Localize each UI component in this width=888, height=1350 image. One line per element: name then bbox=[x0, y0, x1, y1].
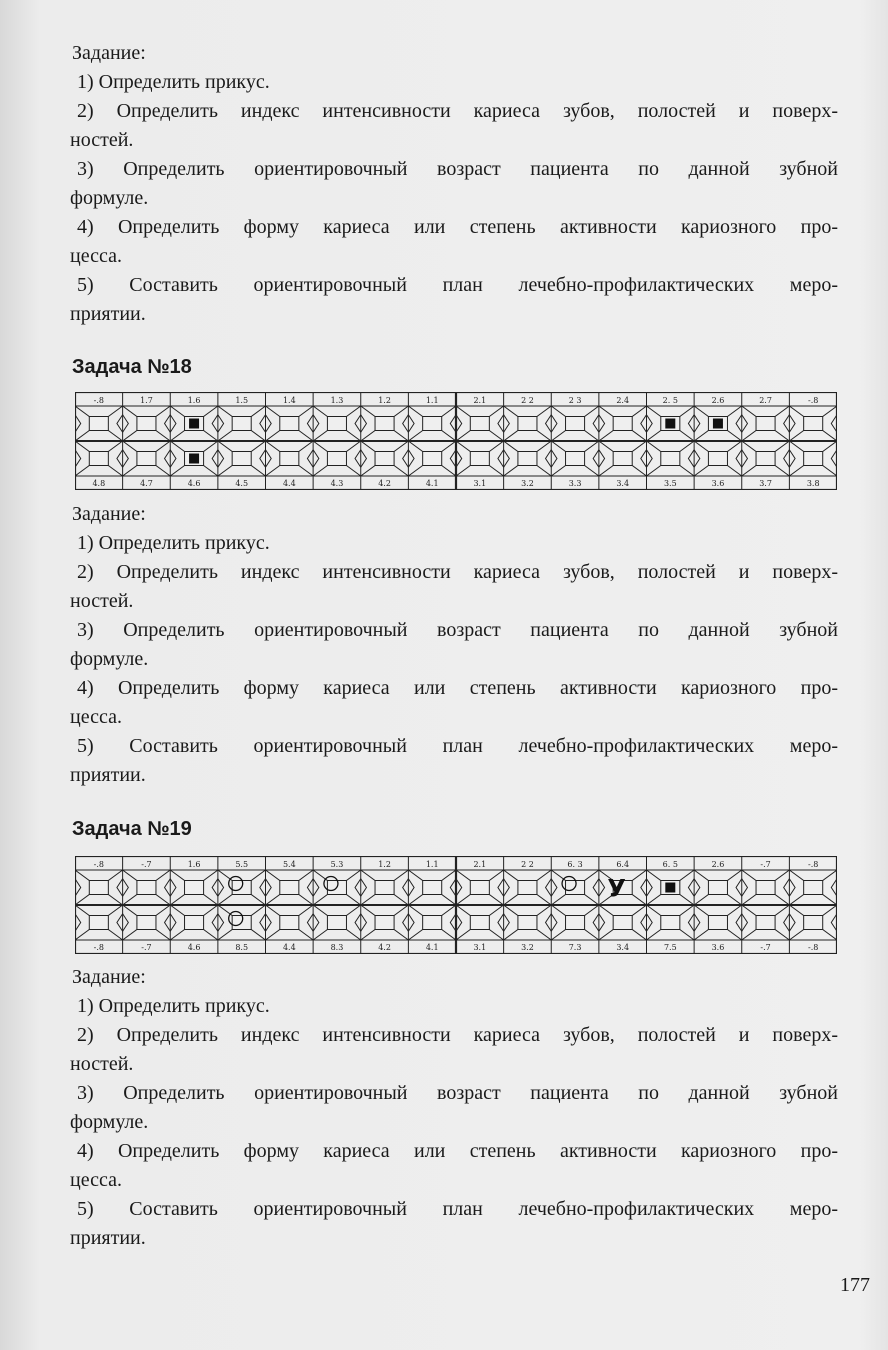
tooth-cell bbox=[123, 406, 171, 441]
tooth-number-upper: -.7 bbox=[760, 860, 771, 869]
tooth-number-upper: 2.6 bbox=[711, 860, 725, 869]
tooth-number-upper: -.8 bbox=[808, 860, 819, 869]
tooth-number-lower: 3.6 bbox=[711, 943, 725, 952]
tooth-cell bbox=[408, 406, 456, 441]
tooth-cell bbox=[504, 905, 552, 940]
assignment-item-2: 2) Определить индекс интенсивности кариеса зубов, полостей и поверх- ностей. bbox=[70, 100, 838, 151]
tooth-cell bbox=[361, 870, 409, 905]
removed-tooth-mark: У bbox=[607, 874, 626, 903]
tooth-cell bbox=[456, 406, 504, 441]
tooth-number-lower: 4.1 bbox=[425, 943, 439, 952]
tooth-number-upper: -.7 bbox=[141, 860, 152, 869]
tooth-number-lower: 3.4 bbox=[616, 943, 630, 952]
tooth-cell bbox=[361, 905, 409, 940]
assignment-item-5: 5) Составить ориентировочный план лечебно-профилактических меро- приятии. bbox=[70, 735, 838, 786]
tooth-cell bbox=[456, 441, 504, 476]
assignment-item-1: 1) Определить прикус. bbox=[77, 532, 270, 554]
tooth-number-lower: 3.2 bbox=[521, 479, 534, 488]
tooth-cell bbox=[551, 905, 599, 940]
dental-formula-19 bbox=[75, 856, 837, 954]
tooth-number-lower: 3.8 bbox=[806, 479, 820, 488]
tooth-number-lower: 3.5 bbox=[663, 479, 677, 488]
task-title-19: Задача №19 bbox=[72, 818, 192, 840]
tooth-cell bbox=[694, 870, 742, 905]
assignment-item-4: 4) Определить форму кариеса или степень активности кариозного про- цесса. bbox=[70, 1140, 838, 1191]
tooth-number-lower: 3.1 bbox=[473, 479, 487, 488]
tooth-cell bbox=[123, 905, 171, 940]
tooth-cell bbox=[647, 905, 695, 940]
tooth-number-upper: 6. 3 bbox=[567, 860, 583, 869]
tooth-cell bbox=[408, 905, 456, 940]
tooth-number-upper: 5.5 bbox=[235, 860, 249, 869]
tooth-number-upper: 1.4 bbox=[282, 396, 296, 405]
tooth-cell bbox=[789, 905, 837, 940]
tooth-number-upper: 5.3 bbox=[330, 860, 344, 869]
assignment-item-3: 3) Определить ориентировочный возраст пациента по данной зубной формуле. bbox=[70, 158, 838, 209]
tooth-cell bbox=[123, 441, 171, 476]
tooth-cell bbox=[647, 441, 695, 476]
caries-mark bbox=[713, 419, 723, 429]
tooth-number-lower: 4.3 bbox=[330, 479, 344, 488]
tooth-cell bbox=[456, 905, 504, 940]
tooth-cell bbox=[313, 441, 361, 476]
assignment-item-1: 1) Определить прикус. bbox=[77, 71, 270, 93]
tooth-cell bbox=[504, 406, 552, 441]
assignment-item-3: 3) Определить ориентировочный возраст пациента по данной зубной формуле. bbox=[70, 619, 838, 670]
tooth-cell bbox=[266, 441, 314, 476]
tooth-cell bbox=[266, 870, 314, 905]
tooth-cell bbox=[742, 406, 790, 441]
assignment-item-4: 4) Определить форму кариеса или степень активности кариозного про- цесса. bbox=[70, 677, 838, 728]
tooth-number-lower: 4.2 bbox=[378, 943, 391, 952]
tooth-cell bbox=[313, 406, 361, 441]
tooth-cell bbox=[75, 870, 123, 905]
tooth-cell bbox=[170, 870, 218, 905]
tooth-cell bbox=[123, 870, 171, 905]
tooth-number-upper: 1.2 bbox=[378, 396, 391, 405]
tooth-number-lower: 4.2 bbox=[378, 479, 391, 488]
assignment-item-3: 3) Определить ориентировочный возраст пациента по данной зубной формуле. bbox=[70, 1082, 838, 1133]
tooth-number-upper: 2 2 bbox=[521, 860, 534, 869]
tooth-cell bbox=[789, 441, 837, 476]
tooth-number-upper: 6.4 bbox=[616, 860, 630, 869]
tooth-number-lower: 3.3 bbox=[568, 479, 582, 488]
tooth-number-upper: 1.1 bbox=[425, 396, 439, 405]
caries-mark bbox=[189, 454, 199, 464]
assignment-block-3 bbox=[72, 966, 838, 1253]
tooth-cell bbox=[361, 441, 409, 476]
tooth-number-upper: 2 3 bbox=[568, 396, 582, 405]
tooth-number-upper: 2.4 bbox=[616, 396, 630, 405]
tooth-number-upper: 6. 5 bbox=[662, 860, 678, 869]
tooth-number-lower: 3.1 bbox=[473, 943, 487, 952]
tooth-number-upper: -.8 bbox=[93, 860, 104, 869]
page-number: 177 bbox=[840, 1274, 870, 1296]
tooth-number-upper: 2.1 bbox=[473, 396, 487, 405]
assignment-item-5: 5) Составить ориентировочный план лечебно-профилактических меро- приятии. bbox=[70, 274, 838, 325]
tooth-number-upper: 1.3 bbox=[330, 396, 344, 405]
tooth-cell bbox=[504, 870, 552, 905]
assignment-block-1 bbox=[72, 42, 838, 329]
tooth-cell bbox=[551, 406, 599, 441]
tooth-cell bbox=[408, 441, 456, 476]
dental-formula-18 bbox=[75, 392, 837, 490]
tooth-number-upper: 2.7 bbox=[759, 396, 772, 405]
tooth-number-upper: 1.5 bbox=[235, 396, 249, 405]
tooth-number-upper: 2. 5 bbox=[662, 396, 678, 405]
tooth-number-upper: 1.6 bbox=[187, 860, 201, 869]
tooth-cell bbox=[694, 441, 742, 476]
tooth-cell bbox=[694, 905, 742, 940]
tooth-number-lower: 8.5 bbox=[235, 943, 249, 952]
tooth-cell bbox=[361, 406, 409, 441]
caries-mark bbox=[665, 883, 675, 893]
tooth-number-lower: 3.4 bbox=[616, 479, 630, 488]
assignment-item-4: 4) Определить форму кариеса или степень активности кариозного про- цесса. bbox=[70, 216, 838, 267]
tooth-number-lower: -.8 bbox=[93, 943, 104, 952]
caries-mark bbox=[189, 419, 199, 429]
tooth-cell bbox=[551, 441, 599, 476]
tooth-cell bbox=[789, 406, 837, 441]
tooth-cell bbox=[599, 406, 647, 441]
tooth-grid bbox=[75, 856, 837, 954]
tooth-cell bbox=[599, 441, 647, 476]
tooth-number-lower: -.7 bbox=[141, 943, 152, 952]
tooth-number-upper: 2 2 bbox=[521, 396, 534, 405]
assignment-item-1: 1) Определить прикус. bbox=[77, 995, 270, 1017]
tooth-cell bbox=[742, 905, 790, 940]
tooth-number-lower: 4.4 bbox=[282, 479, 296, 488]
tooth-number-lower: 7.5 bbox=[663, 943, 677, 952]
assignment-block-2 bbox=[72, 503, 838, 790]
assignment-item-5: 5) Составить ориентировочный план лечебно-профилактических меро- приятии. bbox=[70, 1198, 838, 1249]
tooth-number-lower: 3.6 bbox=[711, 479, 725, 488]
tooth-number-upper: 5.4 bbox=[282, 860, 296, 869]
tooth-cell bbox=[599, 905, 647, 940]
tooth-number-upper: 2.6 bbox=[711, 396, 725, 405]
tooth-number-upper: 1.2 bbox=[378, 860, 391, 869]
assignment-item-2: 2) Определить индекс интенсивности кариеса зубов, полостей и поверх- ностей. bbox=[70, 1024, 838, 1075]
tooth-cell bbox=[266, 406, 314, 441]
assignment-label: Задание: bbox=[72, 966, 146, 988]
tooth-number-upper: 1.1 bbox=[425, 860, 439, 869]
tooth-number-lower: 4.1 bbox=[425, 479, 439, 488]
tooth-number-lower: 4.4 bbox=[282, 943, 296, 952]
tooth-number-upper: 2.1 bbox=[473, 860, 487, 869]
tooth-number-lower: 3.7 bbox=[759, 479, 772, 488]
tooth-number-lower: -.8 bbox=[808, 943, 819, 952]
assignment-label: Задание: bbox=[72, 42, 146, 64]
tooth-cell bbox=[789, 870, 837, 905]
tooth-cell bbox=[266, 905, 314, 940]
caries-mark bbox=[665, 419, 675, 429]
tooth-number-lower: 4.8 bbox=[92, 479, 106, 488]
tooth-cell bbox=[75, 406, 123, 441]
tooth-cell bbox=[742, 870, 790, 905]
tooth-number-lower: 4.6 bbox=[187, 479, 201, 488]
tooth-grid bbox=[75, 392, 837, 490]
tooth-cell bbox=[218, 406, 266, 441]
tooth-cell bbox=[218, 441, 266, 476]
tooth-cell bbox=[75, 441, 123, 476]
tooth-cell bbox=[456, 870, 504, 905]
tooth-cell bbox=[313, 905, 361, 940]
tooth-cell bbox=[408, 870, 456, 905]
assignment-item-2: 2) Определить индекс интенсивности кариеса зубов, полостей и поверх- ностей. bbox=[70, 561, 838, 612]
tooth-cell bbox=[742, 441, 790, 476]
tooth-number-upper: -.8 bbox=[93, 396, 104, 405]
tooth-number-lower: 3.2 bbox=[521, 943, 534, 952]
task-title-18: Задача №18 bbox=[72, 356, 192, 378]
tooth-number-upper: 1.7 bbox=[140, 396, 153, 405]
tooth-number-lower: 4.6 bbox=[187, 943, 201, 952]
tooth-number-upper: 1.6 bbox=[187, 396, 201, 405]
tooth-cell bbox=[504, 441, 552, 476]
tooth-number-lower: 7.3 bbox=[568, 943, 582, 952]
tooth-cell bbox=[170, 905, 218, 940]
tooth-number-lower: 4.7 bbox=[140, 479, 153, 488]
tooth-number-lower: 4.5 bbox=[235, 479, 249, 488]
tooth-number-lower: 8.3 bbox=[330, 943, 344, 952]
tooth-number-lower: -.7 bbox=[760, 943, 771, 952]
tooth-number-upper: -.8 bbox=[808, 396, 819, 405]
assignment-label: Задание: bbox=[72, 503, 146, 525]
tooth-cell bbox=[75, 905, 123, 940]
